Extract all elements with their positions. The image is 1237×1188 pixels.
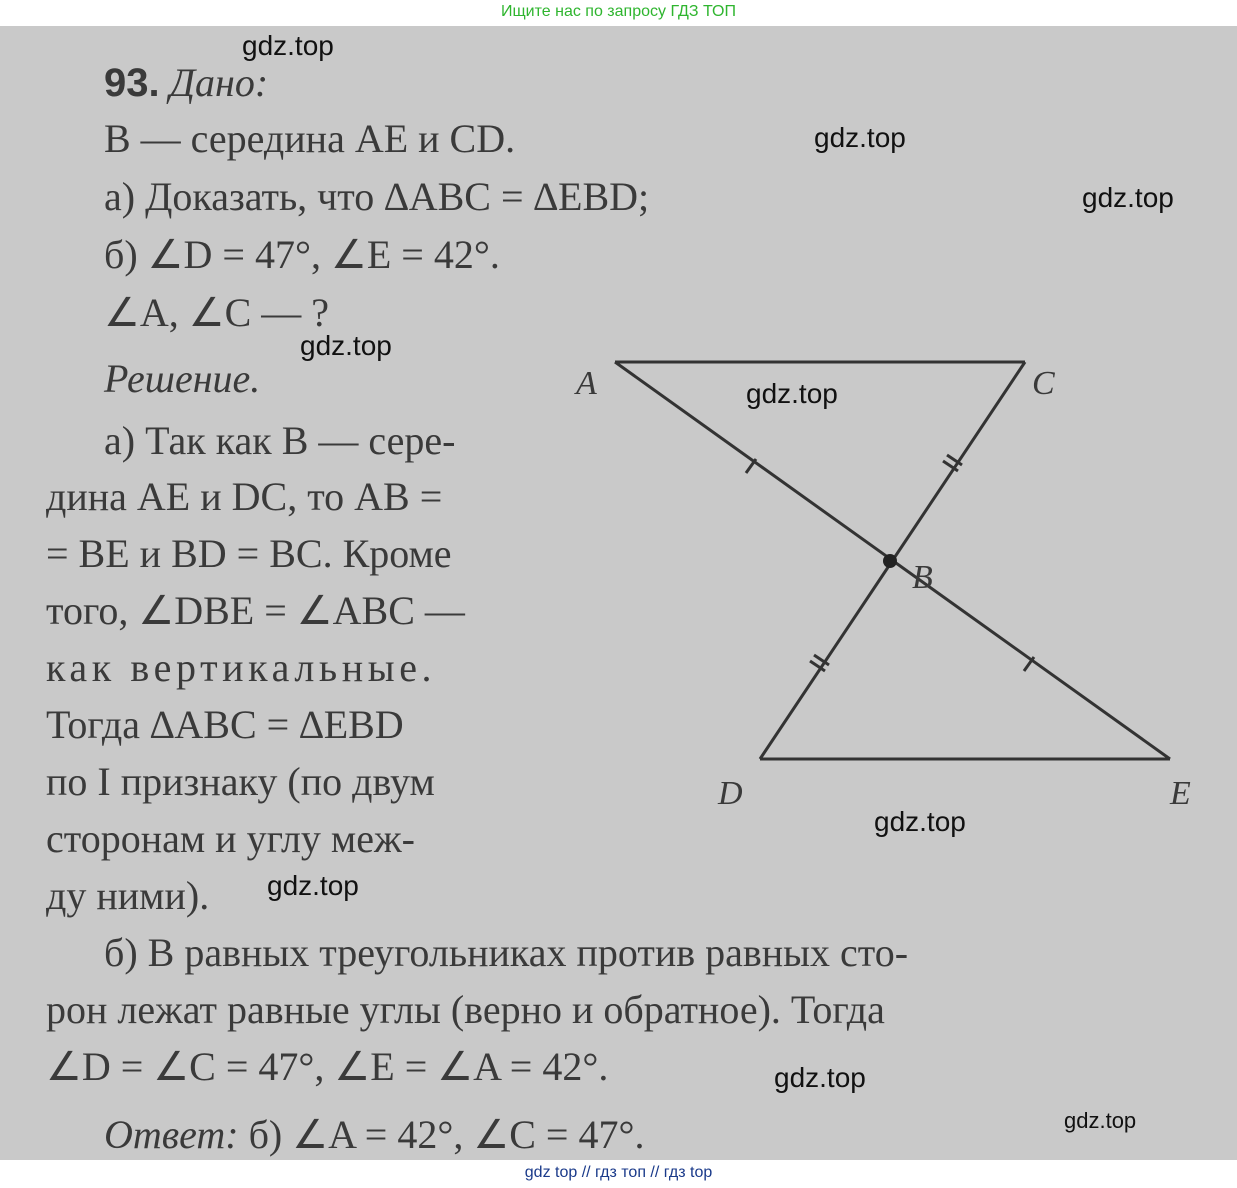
given-label: Дано: <box>169 60 269 105</box>
part-b-statement: б) ∠D = 47°, ∠E = 42°. <box>104 232 500 277</box>
solution-b-line-3: ∠D = ∠C = 47°, ∠E = ∠A = 42°. <box>46 1044 609 1089</box>
solution-a-line-8: сторонам и углу меж- <box>46 816 415 861</box>
top-banner: Ищите нас по запросу ГДЗ ТОП <box>0 0 1237 26</box>
watermark: gdz.top <box>814 122 906 153</box>
label-a: A <box>576 365 597 402</box>
triangles-figure <box>560 356 1220 826</box>
label-c: C <box>1032 365 1055 402</box>
solution-label: Решение. <box>104 356 261 401</box>
part-a-statement: а) Доказать, что ∆ABC = ∆EBD; <box>104 174 650 219</box>
watermark: gdz.top <box>1064 1108 1137 1133</box>
solution-a-line-6: Тогда ∆ABC = ∆EBD <box>46 702 404 747</box>
solution-a-line-4: того, ∠DBE = ∠ABC — <box>46 588 465 633</box>
bottom-banner: gdz top // гдз топ // гдз top <box>0 1160 1237 1188</box>
solution-b-line-2: рон лежат равные углы (верно и обратное). Тогда <box>46 987 885 1032</box>
solution-a-line-7: по I признаку (по двум <box>46 759 435 804</box>
label-d: D <box>718 775 743 812</box>
solution-b-line-1: б) В равных треугольниках против равных сто- <box>104 930 909 975</box>
watermark: gdz.top <box>874 806 966 837</box>
point-b <box>883 554 897 568</box>
answer-line <box>104 1112 644 1158</box>
watermark: gdz.top <box>300 330 392 361</box>
watermark: gdz.top <box>1082 182 1174 213</box>
textbook-scan <box>0 26 1237 1160</box>
watermark: gdz.top <box>746 378 838 409</box>
answer-label: Ответ: <box>104 1112 239 1157</box>
watermark: gdz.top <box>774 1062 866 1093</box>
solution-a-line-1: а) Так как B — сере- <box>104 418 456 463</box>
answer-text: б) ∠A = 42°, ∠C = 47°. <box>248 1112 645 1157</box>
given-line: B — середина AE и CD. <box>104 116 516 161</box>
solution-a-line-3: = BE и BD = BC. Кроме <box>46 531 452 576</box>
problem-number: 93. <box>104 61 160 105</box>
problem-header <box>104 60 268 106</box>
watermark: gdz.top <box>242 30 334 61</box>
solution-a-line-5: как вертикальные. <box>46 645 437 690</box>
question-line: ∠A, ∠C — ? <box>104 290 330 335</box>
label-b: B <box>912 559 933 596</box>
watermark: gdz.top <box>267 870 359 901</box>
solution-a-line-9: ду ними). <box>46 873 210 918</box>
solution-a-line-2: дина AE и DC, то AB = <box>46 474 443 519</box>
label-e: E <box>1170 775 1191 812</box>
